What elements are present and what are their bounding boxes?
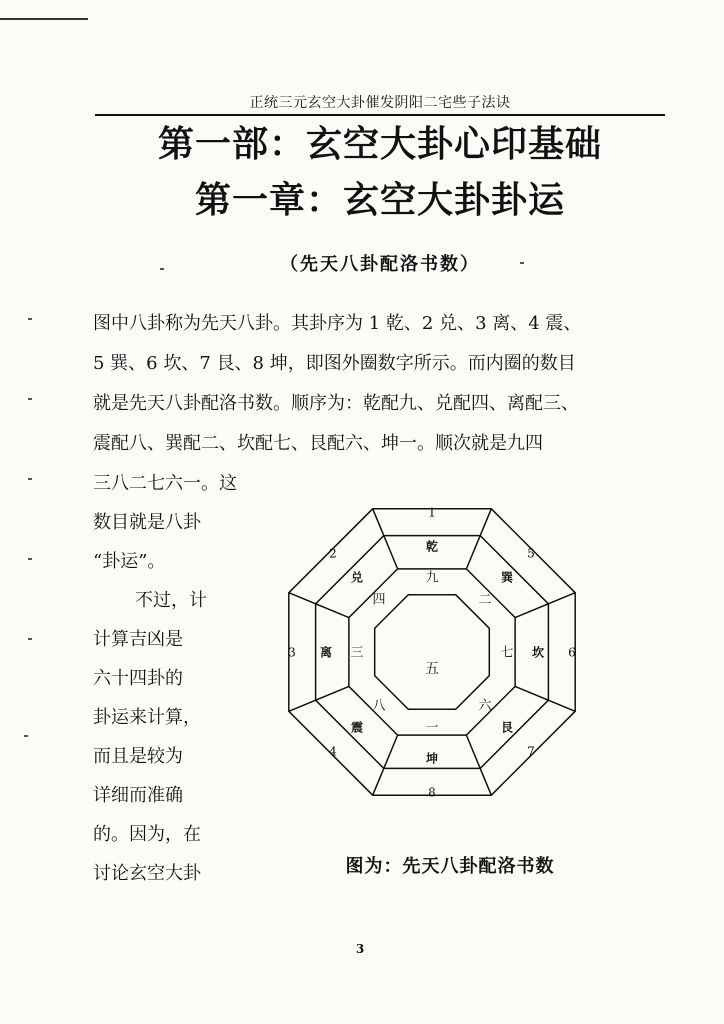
luoshu-number: 二 (478, 592, 492, 608)
scan-speck (160, 268, 164, 270)
octagon-ring (375, 592, 492, 710)
scan-speck (28, 638, 32, 640)
trigram-name: 乾 (425, 539, 439, 554)
sector-divider (289, 593, 349, 618)
trigram-name: 坤 (425, 751, 439, 766)
side-line: 详细而准确 (93, 785, 183, 806)
paragraph-line: 就是先天八卦配洛书数。顺序为：乾配九、兑配四、离配三、 (93, 393, 579, 414)
side-line: 六十四卦的 (93, 668, 183, 689)
paragraph-line: 5 巽、6 坎、7 艮、8 坤，即图外圈数字所示。而内圈的数目 (93, 353, 576, 374)
scan-speck (28, 318, 32, 320)
sector-divider (373, 735, 398, 795)
side-line: 而且是较为 (93, 746, 183, 767)
sector-divider (466, 509, 491, 569)
sector-order-number: 2 (329, 546, 337, 561)
sector-order-number: 8 (428, 785, 436, 800)
side-line: 不过，计 (135, 590, 207, 611)
side-line: 讨论玄空大卦 (93, 863, 201, 884)
sector-order-number: 3 (288, 645, 296, 660)
sector-divider (373, 509, 398, 569)
luoshu-number: 八 (372, 698, 386, 714)
sector-order-number: 1 (428, 505, 436, 520)
side-line: 三八二七六一。这 (93, 473, 237, 494)
sector-divider (289, 686, 349, 711)
part-title: 第一部：玄空大卦心印基础 (157, 123, 602, 165)
side-line: 卦运来计算， (93, 707, 201, 728)
scan-speck (28, 558, 32, 560)
trigram-name: 离 (319, 645, 333, 660)
luoshu-number: 一 (425, 720, 439, 736)
paragraph-line: 图中八卦称为先天八卦。其卦序为 1 乾、2 兑、3 离、4 震、 (93, 313, 582, 334)
sector-order-number: 5 (527, 546, 535, 561)
side-line: 的。因为，在 (93, 824, 201, 845)
side-line: 数目就是八卦 (93, 512, 201, 533)
trigram-name: 巽 (500, 570, 514, 585)
chapter-title: 第一章：玄空大卦卦运 (194, 179, 565, 221)
luoshu-number: 七 (500, 645, 514, 661)
trigram-name: 震 (350, 720, 364, 735)
scan-speck (28, 398, 32, 400)
luoshu-number: 六 (478, 698, 492, 714)
trigram-name: 兑 (350, 570, 364, 585)
paragraph-line: 震配八、巽配二、坎配七、艮配六、坤一。顺次就是九四 (93, 433, 543, 454)
page-number: 3 (355, 942, 365, 956)
scan-speck (24, 735, 28, 737)
side-line: 计算吉凶是 (93, 629, 183, 650)
sector-order-number: 4 (329, 744, 337, 759)
center-luoshu-number: 五 (425, 661, 439, 677)
trigram-name: 坎 (531, 645, 545, 660)
luoshu-number: 四 (372, 592, 386, 608)
trigram-name: 艮 (500, 720, 514, 735)
running-header: 正统三元玄空大卦催发阴阳二宅些子法诀 (249, 95, 511, 111)
scan-speck (520, 262, 524, 264)
luoshu-number: 三 (350, 645, 364, 661)
figure-caption: 图为：先天八卦配洛书数 (345, 856, 555, 877)
luoshu-number: 九 (425, 570, 439, 586)
sector-divider (466, 735, 491, 795)
scan-speck (28, 478, 32, 480)
section-subtitle: （先天八卦配洛书数） (280, 254, 480, 275)
sector-order-number: 6 (568, 645, 576, 660)
sector-order-number: 7 (527, 744, 535, 759)
sector-divider (515, 686, 575, 711)
side-line: “卦运”。 (93, 551, 166, 572)
sector-divider (515, 593, 575, 618)
